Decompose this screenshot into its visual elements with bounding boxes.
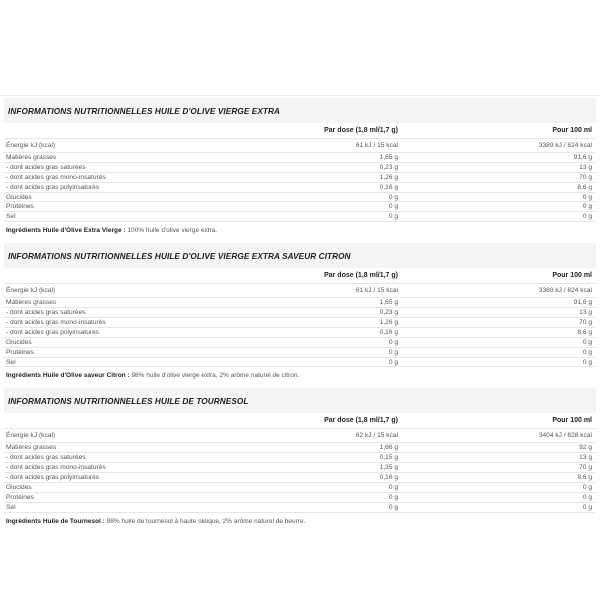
- row-per-100ml: 8,6 g: [577, 328, 592, 336]
- header-per-100ml: Pour 100 ml: [552, 417, 592, 425]
- header-per-100ml: Pour 100 ml: [552, 127, 592, 134]
- row-label: Protéines: [6, 348, 34, 356]
- row-per-100ml: 0 g: [582, 483, 592, 491]
- row-label: Sel: [6, 358, 16, 366]
- table-row: [4, 183, 596, 193]
- section-title: INFORMATIONS NUTRITIONNELLES HUILE DE TOURNESOL: [4, 388, 596, 413]
- row-per-100ml: 0 g: [582, 338, 592, 346]
- table-row: [4, 328, 596, 338]
- row-label: - dont acides gras mono-insaturés: [6, 318, 106, 326]
- table-row: [4, 284, 596, 298]
- row-per-100ml: 0 g: [582, 348, 592, 356]
- ingredients-line: [4, 222, 596, 243]
- row-per-100ml: 70 g: [579, 464, 592, 472]
- row-per-100ml: 0 g: [582, 193, 592, 201]
- table-row: [4, 503, 596, 513]
- nutrition-section-olive-extra: [4, 98, 596, 243]
- table-row: [4, 173, 596, 183]
- row-per-dose: 0,16 g: [379, 328, 398, 336]
- row-per-dose: 61 kJ / 15 kcal: [355, 287, 398, 295]
- row-per-dose: 0 g: [388, 193, 398, 201]
- row-per-100ml: 70 g: [579, 318, 592, 326]
- ingredients-text: 98% huile de tournesol à haute oléique, 2% arôme naturel de beurre.: [104, 517, 306, 525]
- row-per-dose: 0,23 g: [379, 163, 398, 171]
- row-per-100ml: 3389 kJ / 824 kcal: [538, 142, 592, 149]
- ingredients-text: 100% huile d'olive vierge extra.: [125, 227, 218, 235]
- row-label: - dont acides gras polyinsaturés: [6, 328, 100, 336]
- row-label: Sel: [6, 503, 16, 511]
- row-per-100ml: 0 g: [582, 203, 592, 211]
- row-per-100ml: 0 g: [582, 493, 592, 501]
- table-row: [4, 298, 596, 308]
- row-per-dose: 0 g: [388, 348, 398, 356]
- table-row: [4, 493, 596, 503]
- row-per-dose: 0,16 g: [379, 474, 398, 482]
- top-divider: [0, 95, 600, 96]
- section-title: INFORMATIONS NUTRITIONNELLES HUILE D'OLIVE VIERGE EXTRA SAVEUR CITRON: [4, 243, 596, 268]
- row-label: Matières grasses: [6, 299, 57, 307]
- row-per-dose: 0 g: [388, 338, 398, 346]
- row-label: Glucides: [6, 338, 32, 346]
- table-row: [4, 193, 596, 203]
- row-per-dose: 1,65 g: [379, 299, 398, 307]
- row-per-100ml: 0 g: [582, 503, 592, 511]
- row-label: Protéines: [6, 493, 34, 501]
- row-per-dose: 0 g: [388, 483, 398, 491]
- ingredients-text: 98% huile d'olive vierge extra, 2% arôme naturel de citron.: [129, 372, 300, 380]
- row-per-100ml: 3389 kJ / 824 kcal: [538, 287, 592, 295]
- row-per-100ml: 0 g: [582, 358, 592, 366]
- row-per-dose: 61 kJ / 15 kcal: [355, 142, 398, 149]
- row-label: - dont acides gras polyinsaturés: [6, 183, 100, 191]
- table-header: [4, 413, 596, 429]
- row-label: - dont acides gras polyinsaturés: [6, 474, 100, 482]
- row-label: Énergie kJ (kcal): [6, 432, 56, 440]
- nutrition-section-tournesol: [4, 388, 596, 533]
- row-label: Énergie kJ (kcal): [6, 142, 56, 149]
- nutrition-info-page: [4, 98, 596, 534]
- ingredients-line: [4, 513, 596, 534]
- table-row: [4, 463, 596, 473]
- row-label: Glucides: [6, 483, 32, 491]
- table-row: [4, 429, 596, 443]
- table-header: [4, 268, 596, 284]
- row-per-100ml: 91,6 g: [573, 299, 592, 307]
- row-per-100ml: 13 g: [579, 454, 592, 462]
- row-per-dose: 1,26 g: [379, 318, 398, 326]
- row-per-dose: 1,26 g: [379, 173, 398, 181]
- row-per-100ml: 92 g: [579, 444, 592, 452]
- header-per-dose: Par dose (1,8 ml/1,7 g): [324, 272, 398, 280]
- row-per-dose: 0,16 g: [379, 183, 398, 191]
- row-per-dose: 0,23 g: [379, 309, 398, 317]
- row-per-dose: 0 g: [388, 503, 398, 511]
- table-row: [4, 358, 596, 368]
- row-label: Protéines: [6, 203, 34, 211]
- row-per-100ml: 0 g: [582, 213, 592, 221]
- table-header: [4, 123, 596, 139]
- table-row: [4, 443, 596, 453]
- table-row: [4, 153, 596, 163]
- row-per-100ml: 91,6 g: [573, 153, 592, 161]
- row-label: - dont acides gras mono-insaturés: [6, 173, 106, 181]
- row-label: Matières grasses: [6, 444, 57, 452]
- header-per-100ml: Pour 100 ml: [552, 272, 592, 280]
- ingredients-label: Ingrédients Huile de Tournesol :: [6, 517, 105, 525]
- row-per-dose: 0 g: [388, 493, 398, 501]
- header-per-dose: Par dose (1,8 ml/1,7 g): [324, 417, 398, 425]
- table-row: [4, 483, 596, 493]
- row-per-100ml: 13 g: [579, 309, 592, 317]
- row-per-dose: 0 g: [388, 358, 398, 366]
- row-label: Matières grasses: [6, 153, 57, 161]
- row-label: - dont acides gras saturées: [6, 163, 86, 171]
- row-per-dose: 1,35 g: [379, 464, 398, 472]
- table-row: [4, 202, 596, 212]
- row-per-dose: 0,15 g: [379, 454, 398, 462]
- row-label: - dont acides gras mono-insaturés: [6, 464, 106, 472]
- row-per-100ml: 8,6 g: [577, 183, 592, 191]
- row-label: Glucides: [6, 193, 32, 201]
- table-row: [4, 338, 596, 348]
- row-per-100ml: 70 g: [579, 173, 592, 181]
- table-row: [4, 473, 596, 483]
- nutrition-section-olive-citron: [4, 243, 596, 388]
- row-per-dose: 1,65 g: [379, 153, 398, 161]
- row-label: Énergie kJ (kcal): [6, 287, 56, 295]
- row-per-dose: 62 kJ / 15 kcal: [355, 432, 398, 440]
- row-per-dose: 0 g: [388, 213, 398, 221]
- table-row: [4, 308, 596, 318]
- header-per-dose: Par dose (1,8 ml/1,7 g): [324, 127, 398, 134]
- table-row: [4, 139, 596, 153]
- row-label: - dont acides gras saturées: [6, 309, 86, 317]
- table-row: [4, 348, 596, 358]
- section-title: INFORMATIONS NUTRITIONNELLES HUILE D'OLIVE VIERGE EXTRA: [4, 98, 596, 123]
- row-per-100ml: 3404 kJ / 828 kcal: [538, 432, 592, 440]
- table-row: [4, 163, 596, 173]
- row-label: Sel: [6, 213, 16, 221]
- ingredients-label: Ingrédients Huile d'Olive saveur Citron :: [6, 372, 130, 380]
- ingredients-label: Ingrédients Huile d'Olive Extra Vierge :: [6, 227, 126, 235]
- row-per-100ml: 13 g: [579, 163, 592, 171]
- ingredients-line: [4, 367, 596, 388]
- row-per-100ml: 8,6 g: [577, 474, 592, 482]
- table-row: [4, 318, 596, 328]
- row-per-dose: 1,66 g: [379, 444, 398, 452]
- table-row: [4, 453, 596, 463]
- row-label: - dont acides gras saturées: [6, 454, 86, 462]
- table-row: [4, 212, 596, 222]
- row-per-dose: 0 g: [388, 203, 398, 211]
